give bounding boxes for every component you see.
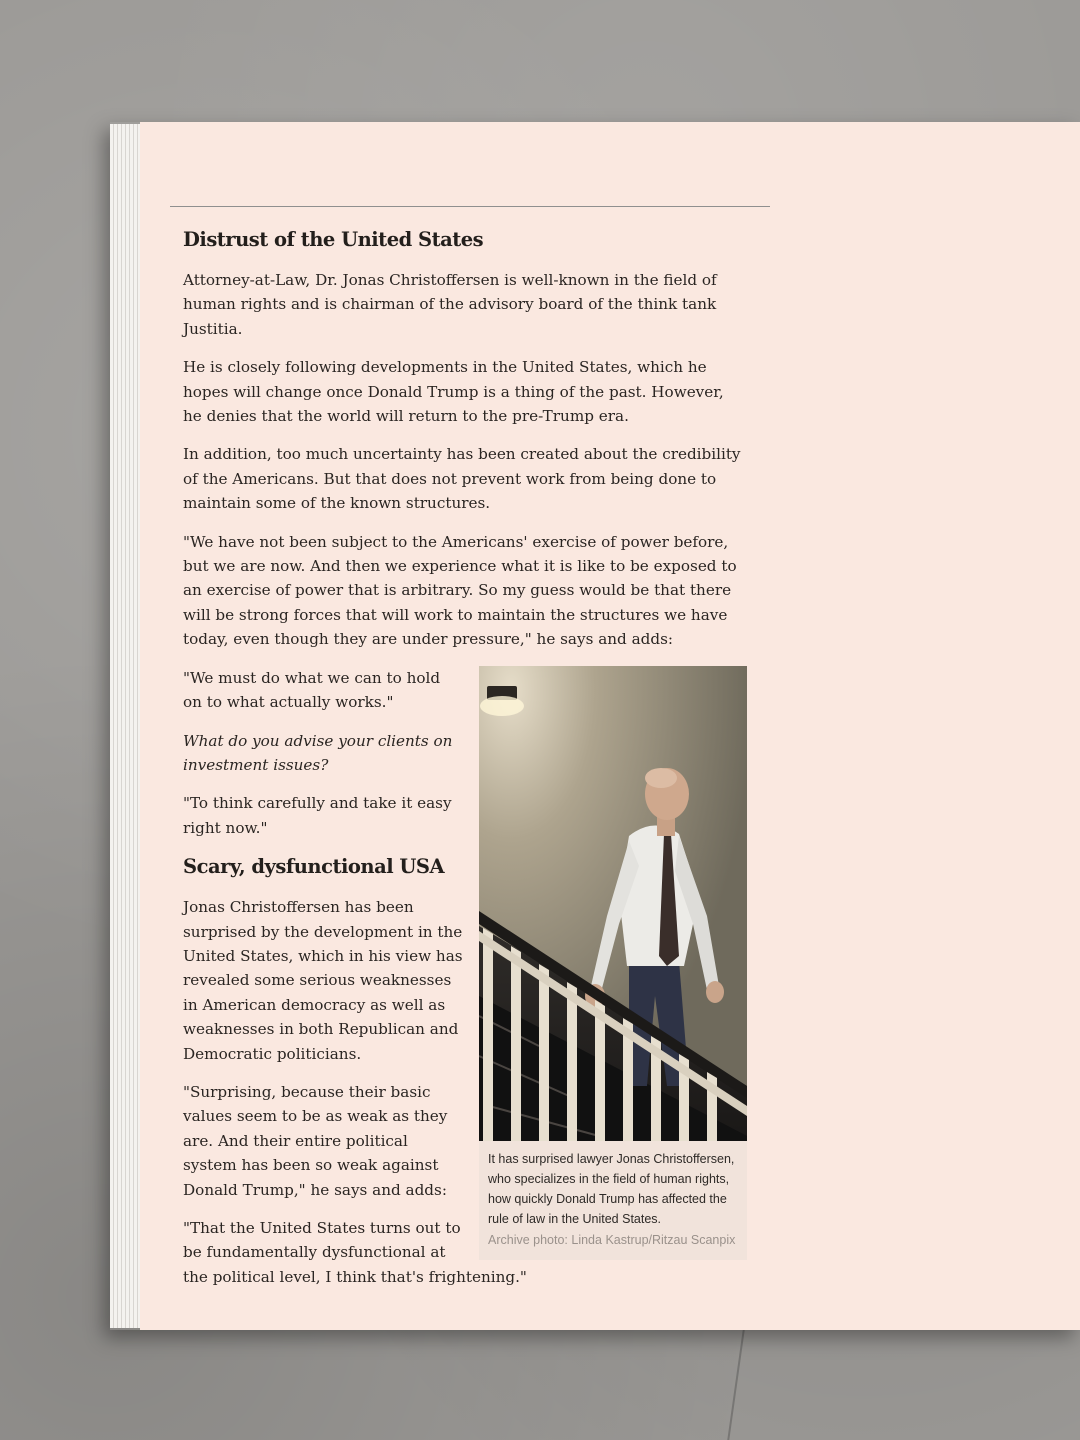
article-figure: [479, 666, 747, 1260]
top-rule: [170, 206, 770, 207]
paragraph-9: "That the United States turns out to be fundamentally dysfunctional at the political level, I think that's frightening.": [183, 1219, 527, 1286]
paragraph-4: "We have not been subject to the Americans' exercise of power before, but we are now. And then we experience what it is like to be exposed to an exercise of power that is arbitrary. So my guess would be that there will be strong forces that will work to maintain the structures we have today, even though they are under pressure," he says and adds:: [183, 532, 737, 649]
caption-text: It has surprised lawyer Jonas Christoffersen, who specializes in the field of human rights, how quickly Donald Trump has affected the rule of law in the United States.: [488, 1151, 735, 1227]
concrete-crack: [727, 1330, 774, 1440]
photo-caption: [479, 1141, 747, 1260]
paragraph-1: Attorney-at-Law, Dr. Jonas Christoffersen is well-known in the field of human rights and is chairman of the advisory board of the think tank Justitia.: [183, 271, 717, 338]
paragraph-3: In addition, too much uncertainty has been created about the credibility of the Americans. But that does not prevent work from being done to maintain some of the known structures.: [183, 445, 741, 513]
heading-distrust: Distrust of the United States: [183, 228, 484, 251]
article-body: [183, 227, 747, 1303]
photo-credit: Archive photo: Linda Kastrup/Ritzau Scanpix: [488, 1232, 736, 1247]
interview-question: What do you advise your clients on investment issues?: [183, 731, 453, 774]
paragraph-7: Jonas Christoffersen has been surprised by the development in the United States, which in his view has revealed some serious weaknesses in American democracy as well as weaknesses in both Republican and Democratic politicians.: [183, 898, 463, 1063]
page-edges: [110, 124, 142, 1328]
paragraph-8: "Surprising, because their basic values seem to be as weak as they are. And their entire political system has been so weak against Donald Trump," he says and adds:: [183, 1082, 448, 1199]
paragraph-2: He is closely following developments in the United States, which he hopes will change once Donald Trump is a thing of the past. However, he denies that the world will return to the pre-Trump era.: [183, 358, 724, 426]
heading-scary: Scary, dysfunctional USA: [183, 855, 445, 879]
portrait-photo: [479, 666, 747, 1141]
paragraph-6: "To think carefully and take it easy right now.": [183, 794, 452, 837]
magazine: [110, 122, 1080, 1330]
magazine-page: [140, 122, 1080, 1330]
paragraph-5: "We must do what we can to hold on to what actually works.": [183, 668, 441, 712]
